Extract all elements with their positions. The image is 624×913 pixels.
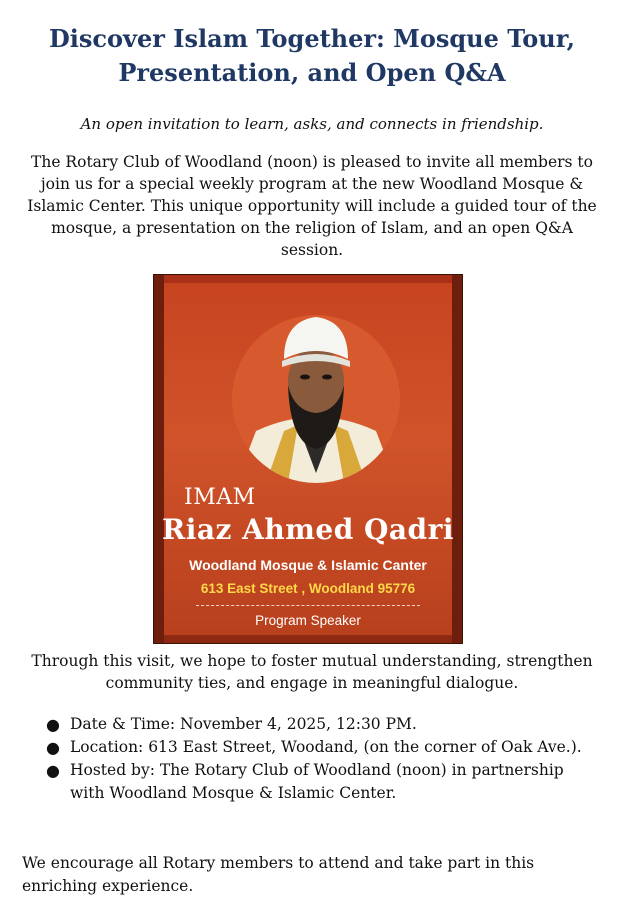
list-item	[42, 759, 602, 805]
event-details-list	[42, 713, 602, 805]
speaker-organization: Woodland Mosque & Islamic Canter	[189, 557, 427, 573]
bullet-icon: ●	[46, 715, 60, 734]
speaker-poster	[153, 274, 463, 644]
list-item	[42, 713, 602, 736]
list-item	[42, 736, 602, 759]
imam-title: IMAM	[184, 485, 256, 510]
speaker-address: 613 East Street , Woodland 95776	[200, 581, 416, 596]
bullet-icon: ●	[46, 738, 60, 757]
purpose-paragraph: Through this visit, we hope to foster mutual understanding, strengthen community ties, and engage in meaningful dialogue.	[31, 652, 593, 692]
speaker-name: Riaz Ahmed Qadri	[161, 513, 455, 546]
intro-paragraph: The Rotary Club of Woodland (noon) is pleased to invite all members to join us for a special weekly program at the new Woodland Mosque & Islamic Center. This unique opportunity will include a guided tour of the mosque, a presentation on the religion of Islam, and an open Q&A session.	[27, 153, 597, 259]
closing-paragraph: We encourage all Rotary members to attend and take part in this enriching experience.	[22, 854, 535, 895]
title-line-1: Discover Islam Together: Mosque Tour,	[48, 24, 576, 53]
poster-divider	[196, 605, 420, 606]
speaker-portrait-image	[226, 303, 406, 483]
speaker-role: Program Speaker	[255, 613, 361, 628]
subtitle: An open invitation to learn, asks, and connects in friendship.	[80, 115, 544, 133]
detail-date-time: Date & Time: November 4, 2025, 12:30 PM.	[70, 715, 417, 733]
detail-hosted-by: Hosted by: The Rotary Club of Woodland (noon) in partnership with Woodland Mosque & Islamic Center.	[70, 761, 564, 802]
bullet-icon: ●	[46, 761, 60, 780]
title-line-2: Presentation, and Open Q&A	[118, 58, 506, 87]
detail-location: Location: 613 East Street, Woodand, (on the corner of Oak Ave.).	[70, 738, 582, 756]
page-title	[0, 22, 624, 90]
